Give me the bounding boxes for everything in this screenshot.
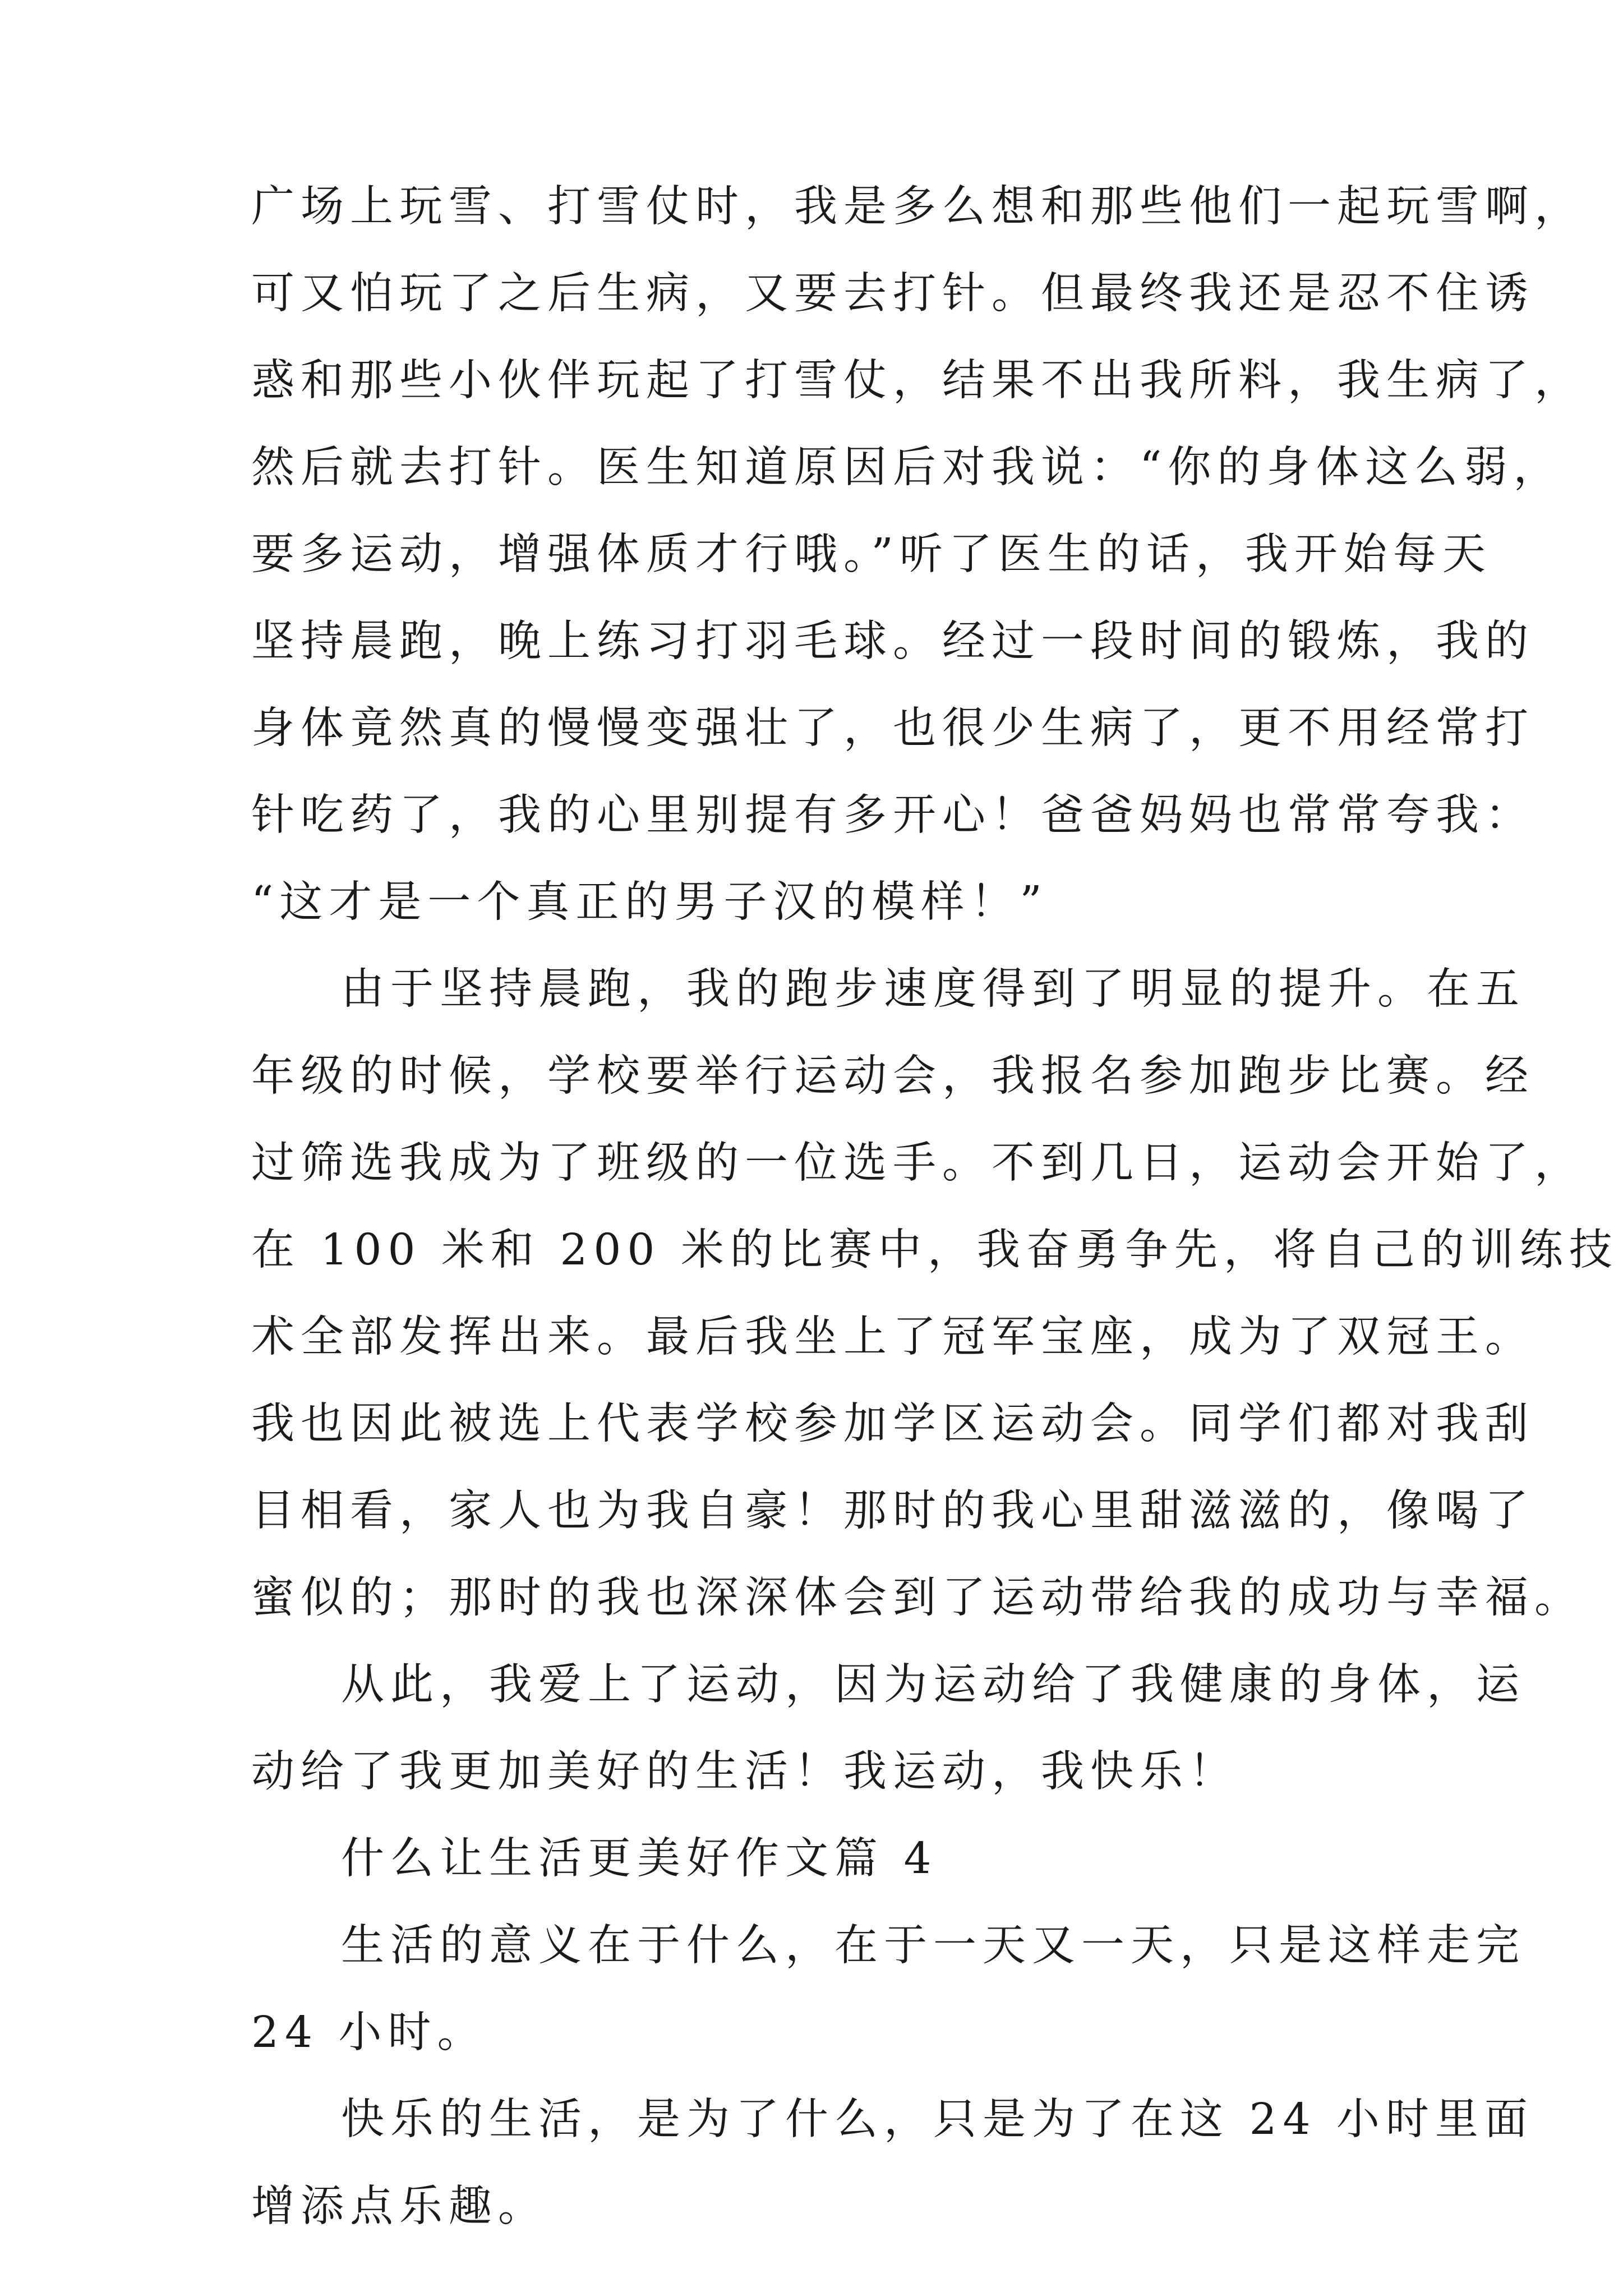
text-line: 然后就去打针。医生知道原因后对我说：“你的身体这么弱， <box>251 443 1563 493</box>
text-line: 术全部发挥出来。最后我坐上了冠军宝座，成为了双冠王。 <box>251 1312 1534 1362</box>
paragraph-start-line: 生活的意义在于什么，在于一天又一天，只是这样走完 <box>341 1921 1525 1971</box>
text-line: 过筛选我成为了班级的一位选手。不到几日，运动会开始了， <box>251 1138 1584 1188</box>
section-heading: 什么让生活更美好作文篇 4 <box>341 1834 938 1884</box>
text-line: 动给了我更加美好的生活！我运动，我快乐！ <box>251 1747 1238 1797</box>
text-line: 惑和那些小伙伴玩起了打雪仗，结果不出我所料，我生病了， <box>251 356 1584 406</box>
text-line: 在 100 米和 200 米的比赛中，我奋勇争先，将自己的训练技 <box>251 1225 1619 1275</box>
text-line: 要多运动，增强体质才行哦。”听了医生的话，我开始每天 <box>251 530 1492 579</box>
text-line: 坚持晨跑，晚上练习打羽毛球。经过一段时间的锻炼，我的 <box>251 616 1534 666</box>
text-line: 蜜似的；那时的我也深深体会到了运动带给我的成功与幸福。 <box>251 1573 1584 1623</box>
paragraph-start-line: 从此，我爱上了运动，因为运动给了我健康的身体，运 <box>341 1660 1525 1710</box>
text-line: 我也因此被选上代表学校参加学区运动会。同学们都对我刮 <box>251 1399 1534 1449</box>
text-line: 针吃药了，我的心里别提有多开心！爸爸妈妈也常常夸我： <box>251 790 1534 840</box>
text-line: 身体竟然真的慢慢变强壮了，也很少生病了，更不用经常打 <box>251 703 1534 753</box>
text-line: 广场上玩雪、打雪仗时，我是多么想和那些他们一起玩雪啊， <box>251 182 1584 232</box>
text-line: “这才是一个真正的男子汉的模样！” <box>251 877 1048 927</box>
text-line: 增添点乐趣。 <box>251 2182 547 2231</box>
text-line: 24 小时。 <box>251 2008 487 2058</box>
text-line: 目相看，家人也为我自豪！那时的我心里甜滋滋的，像喝了 <box>251 1486 1534 1536</box>
paragraph-start-line: 快乐的生活，是为了什么，只是为了在这 24 小时里面 <box>341 2095 1534 2145</box>
text-line: 年级的时候，学校要举行运动会，我报名参加跑步比赛。经 <box>251 1051 1534 1101</box>
text-line: 可又怕玩了之后生病，又要去打针。但最终我还是忍不住诱 <box>251 269 1534 319</box>
paragraph-start-line: 由于坚持晨跑，我的跑步速度得到了明显的提升。在五 <box>341 964 1525 1014</box>
